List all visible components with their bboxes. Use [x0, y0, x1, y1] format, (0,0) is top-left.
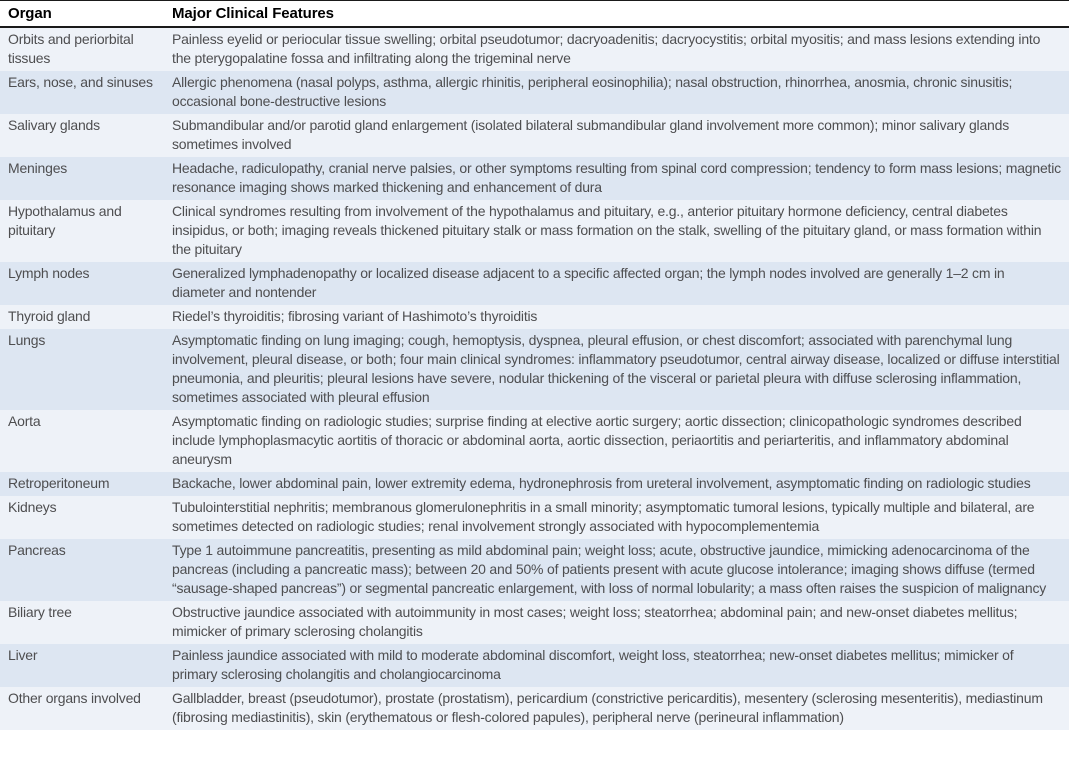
features-cell: Riedel’s thyroiditis; fibrosing variant of Hashimoto’s thyroiditis: [162, 305, 1069, 329]
column-header-organ: Organ: [0, 1, 162, 28]
organ-cell: Biliary tree: [0, 601, 162, 644]
table-row: [0, 644, 1069, 687]
organ-cell: Kidneys: [0, 496, 162, 539]
table-row: [0, 27, 1069, 71]
table-row: [0, 157, 1069, 200]
table-row: [0, 200, 1069, 262]
column-header-major-clinical-features: Major Clinical Features: [162, 1, 1069, 28]
organ-cell: Retroperitoneum: [0, 472, 162, 496]
table-row: [0, 114, 1069, 157]
table-row: [0, 305, 1069, 329]
organ-cell: Hypothalamus and pituitary: [0, 200, 162, 262]
organ-cell: Thyroid gland: [0, 305, 162, 329]
table-header-row: [0, 1, 1069, 28]
features-cell: Submandibular and/or parotid gland enlargement (isolated bilateral submandibular gland involvement more common); minor salivary glands sometimes involved: [162, 114, 1069, 157]
features-cell: Gallbladder, breast (pseudotumor), prostate (prostatism), pericardium (constrictive pericarditis), mesentery (sclerosing mesenteritis), mediastinum (fibrosing mediastinitis), skin (erythematous or flesh-colored papules), peripheral nerve (perineural inflammation): [162, 687, 1069, 730]
features-cell: Backache, lower abdominal pain, lower extremity edema, hydronephrosis from ureteral involvement, asymptomatic finding on radiologic studies: [162, 472, 1069, 496]
organ-cell: Lungs: [0, 329, 162, 410]
organ-cell: Salivary glands: [0, 114, 162, 157]
organ-cell: Liver: [0, 644, 162, 687]
features-cell: Clinical syndromes resulting from involvement of the hypothalamus and pituitary, e.g., anterior pituitary hormone deficiency, central diabetes insipidus, or both; imaging reveals thickened pituitary stalk or mass formation on the stalk, swelling of the pituitary gland, or mass formation within the pituitary: [162, 200, 1069, 262]
features-cell: Allergic phenomena (nasal polyps, asthma, allergic rhinitis, peripheral eosinophilia); nasal obstruction, rhinorrhea, anosmia, chronic sinusitis; occasional bone-destructive lesions: [162, 71, 1069, 114]
organ-cell: Other organs involved: [0, 687, 162, 730]
table-body: [0, 27, 1069, 730]
table-row: [0, 539, 1069, 601]
features-cell: Asymptomatic finding on lung imaging; cough, hemoptysis, dyspnea, pleural effusion, or chest discomfort; associated with parenchymal lung involvement, pleural disease, or both; four main clinical syndromes: inflammatory pseudotumor, central airway disease, localized or diffuse interstitial pneumonia, and pleuritis; pleural lesions have severe, nodular thickening of the visceral or parietal pleura with diffuse sclerosing inflammation, sometimes associated with pleural effusion: [162, 329, 1069, 410]
features-cell: Headache, radiculopathy, cranial nerve palsies, or other symptoms resulting from spinal cord compression; tendency to form mass lesions; magnetic resonance imaging shows marked thickening and enhancement of dura: [162, 157, 1069, 200]
table-row: [0, 410, 1069, 472]
table-row: [0, 71, 1069, 114]
table-row: [0, 472, 1069, 496]
features-cell: Type 1 autoimmune pancreatitis, presenting as mild abdominal pain; weight loss; acute, obstructive jaundice, mimicking adenocarcinoma of the pancreas (including a pancreatic mass); between 20 and 50% of patients present with acute glucose intolerance; imaging shows diffuse (termed “sausage-shaped pancreas”) or segmental pancreatic enlargement, with loss of normal lobularity; a mass often raises the suspicion of malignancy: [162, 539, 1069, 601]
table-row: [0, 496, 1069, 539]
organ-cell: Pancreas: [0, 539, 162, 601]
features-cell: Painless eyelid or periocular tissue swelling; orbital pseudotumor; dacryoadenitis; dacryocystitis; orbital myositis; and mass lesions extending into the pterygopalatine fossa and infiltrating along the trigeminal nerve: [162, 27, 1069, 71]
table-row: [0, 687, 1069, 730]
table-row: [0, 329, 1069, 410]
features-cell: Painless jaundice associated with mild to moderate abdominal discomfort, weight loss, steatorrhea; new-onset diabetes mellitus; mimicker of primary sclerosing cholangitis and cholangiocarcinoma: [162, 644, 1069, 687]
features-cell: Generalized lymphadenopathy or localized disease adjacent to a specific affected organ; the lymph nodes involved are generally 1–2 cm in diameter and nontender: [162, 262, 1069, 305]
organ-cell: Orbits and periorbital tissues: [0, 27, 162, 71]
features-cell: Tubulointerstitial nephritis; membranous glomerulonephritis in a small minority; asymptomatic tumoral lesions, typically multiple and bilateral, are sometimes detected on radiologic studies; renal involvement strongly associated with hypocomplementemia: [162, 496, 1069, 539]
organ-cell: Ears, nose, and sinuses: [0, 71, 162, 114]
features-cell: Asymptomatic finding on radiologic studies; surprise finding at elective aortic surgery; aortic dissection; clinicopathologic syndromes described include lymphoplasmacytic aortitis of thoracic or abdominal aorta, aortic dissection, periaortitis and periarteritis, and inflammatory abdominal aneurysm: [162, 410, 1069, 472]
features-cell: Obstructive jaundice associated with autoimmunity in most cases; weight loss; steatorrhea; abdominal pain; and new-onset diabetes mellitus; mimicker of primary sclerosing cholangitis: [162, 601, 1069, 644]
table-header: [0, 1, 1069, 28]
organ-cell: Lymph nodes: [0, 262, 162, 305]
organ-cell: Meninges: [0, 157, 162, 200]
table-row: [0, 601, 1069, 644]
table-row: [0, 262, 1069, 305]
organ-cell: Aorta: [0, 410, 162, 472]
